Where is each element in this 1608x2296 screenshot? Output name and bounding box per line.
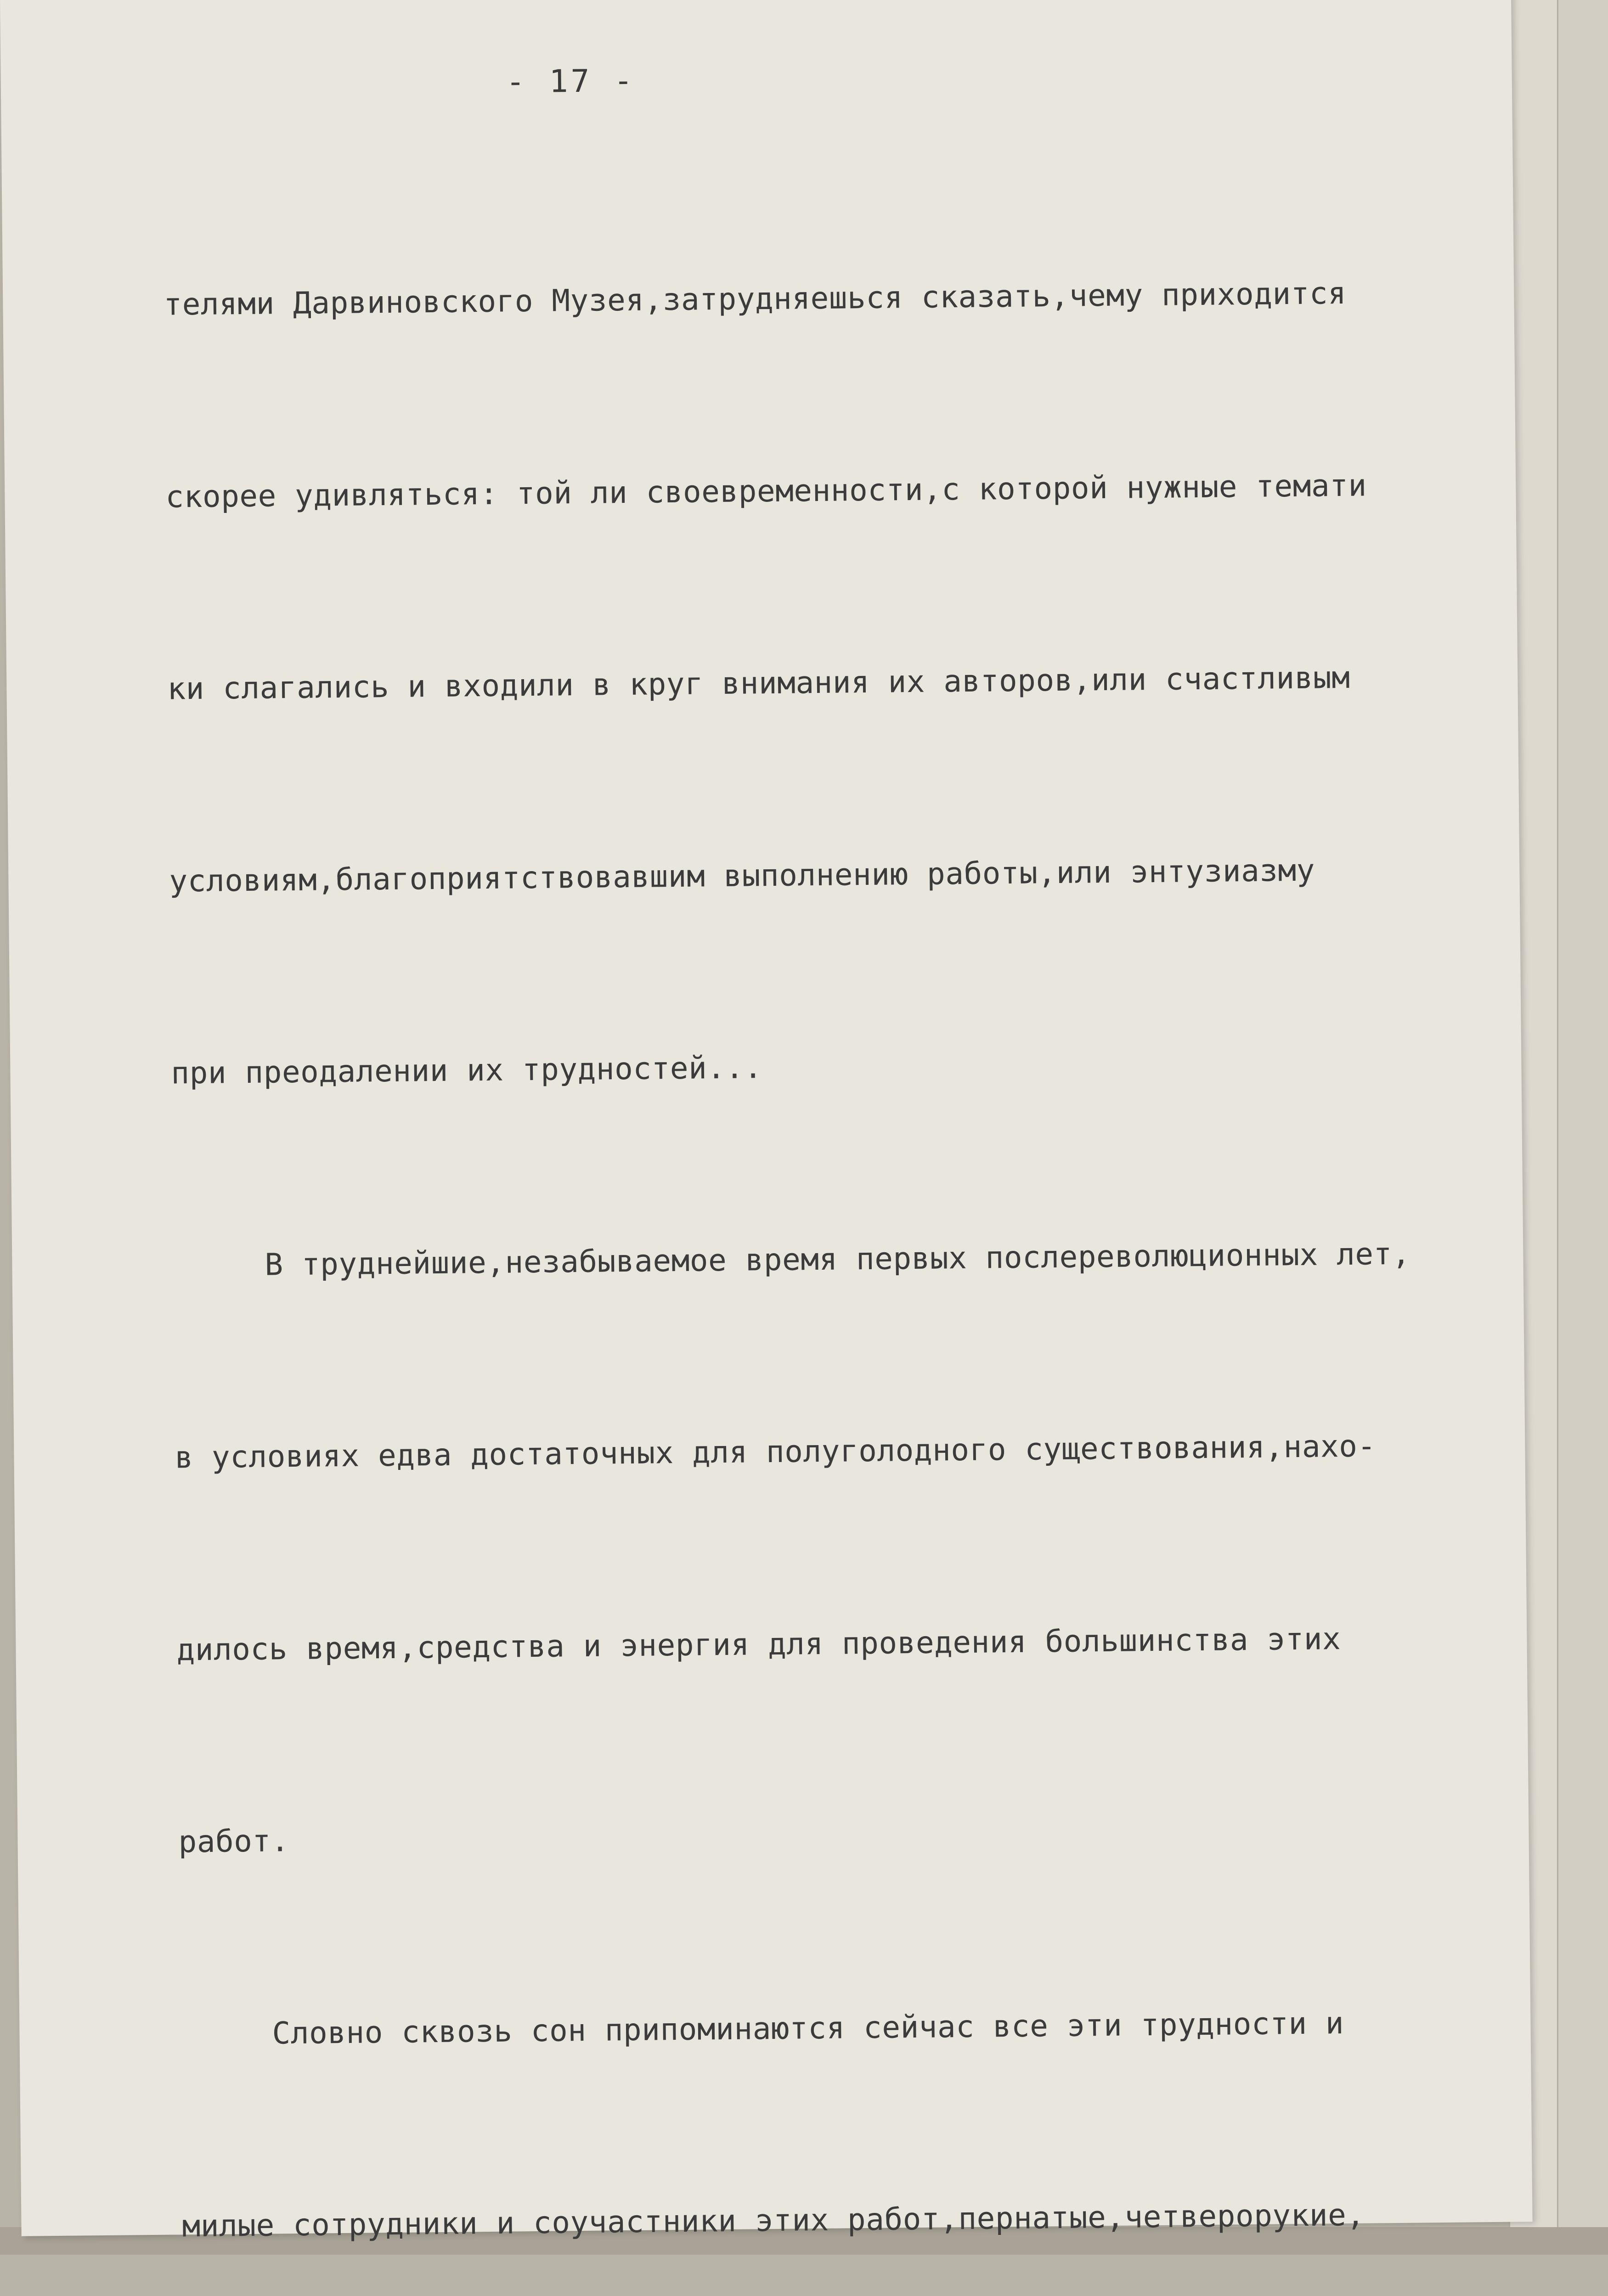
text-line: работ. (178, 1823, 290, 1860)
page-body (162, 131, 1587, 2296)
text-line: при преодалении их трудностей... (171, 1050, 763, 1091)
text-line: скорее удивляться: той ли своевременности,с которой нужные темати (165, 467, 1367, 515)
paragraph-start-line: В труднейшие,незабываемое время первых послереволюционных лет, (265, 1236, 1411, 1283)
text-line: ки слагались и входили в круг внимания их авторов,или счастливым (167, 659, 1350, 707)
text-line: телями Дарвиновского Музея,затрудняешься сказать,чему приходится (164, 275, 1347, 322)
text-line: дилось время,средства и энергия для проведения большинства этих (176, 1621, 1341, 1667)
page-number: - 17 - (506, 62, 636, 101)
text-line: милые сотрудники и соучастники этих работ,пернатые,четверорукие, (182, 2197, 1365, 2244)
underlying-page-edge (1557, 0, 1608, 2255)
paragraph-start-line: Словно сквозь сон припоминаются сейчас все эти трудности и (272, 2005, 1344, 2051)
text-line: условиям,благоприятствовавшим выполнению работы,или энтузиазму (169, 852, 1315, 899)
text-line: в условиях едва достаточных для полуголодного существования,нахо- (175, 1428, 1377, 1475)
